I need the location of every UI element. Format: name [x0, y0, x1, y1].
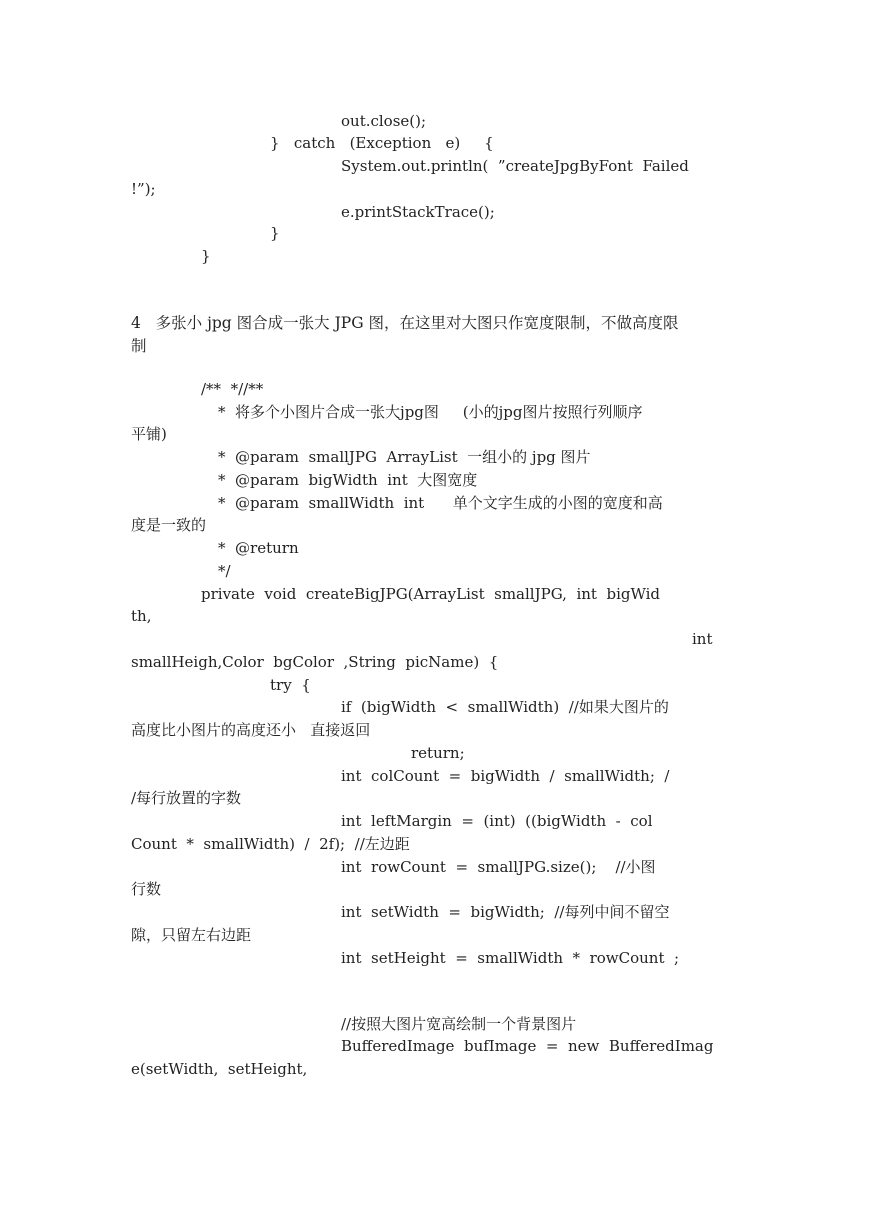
code-line: }	[270, 224, 280, 242]
code-comment-line: */	[218, 562, 231, 580]
code-line: }	[201, 247, 211, 265]
code-comment-line: 平铺)	[131, 425, 167, 443]
code-line: e(setWidth, setHeight,	[131, 1060, 308, 1078]
code-line: int leftMargin = (int) ((bigWidth - col	[341, 812, 653, 830]
code-line: int colCount = bigWidth / smallWidth; /	[341, 767, 670, 785]
code-line: int	[692, 630, 713, 648]
code-comment-line: * @param smallWidth int 单个文字生成的小图的宽度和高	[218, 494, 663, 512]
code-line: !”);	[131, 180, 156, 198]
code-line: private void createBigJPG(ArrayList smallJPG, int bigWid	[201, 585, 661, 603]
code-line: /每行放置的字数	[131, 789, 242, 807]
code-line: e.printStackTrace();	[341, 203, 495, 221]
code-comment-line: 度是一致的	[131, 516, 207, 534]
code-line: if (bigWidth < smallWidth) //如果大图片的	[341, 698, 669, 716]
code-comment-line: * @param bigWidth int 大图宽度	[218, 471, 478, 489]
code-line: return;	[411, 744, 465, 762]
code-line: int setWidth = bigWidth; //每列中间不留空	[341, 903, 670, 921]
code-line: 隙，只留左右边距	[131, 926, 252, 944]
code-line: //按照大图片宽高绘制一个背景图片	[341, 1015, 577, 1033]
section-heading: 4 多张小 jpg 图合成一张大 JPG 图，在这里对大图只作宽度限制，不做高度限	[131, 314, 679, 332]
code-line: smallHeigh,Color bgColor ,String picName) {	[131, 653, 499, 671]
code-comment-line: * 将多个小图片合成一张大jpg图 (小的jpg图片按照行列顺序	[218, 403, 643, 421]
code-line: 行数	[131, 880, 162, 898]
code-comment-line: * @return	[218, 539, 299, 557]
code-line: int setHeight = smallWidth * rowCount ;	[341, 949, 680, 967]
code-line: System.out.println( ”createJpgByFont Failed	[341, 157, 689, 175]
code-line: } catch (Exception e) {	[270, 134, 494, 152]
code-line: BufferedImage bufImage = new BufferedImag	[341, 1037, 714, 1055]
code-line: th,	[131, 607, 152, 625]
code-line: out.close();	[341, 112, 427, 130]
code-comment-line: /** *//**	[201, 380, 264, 398]
code-comment-line: * @param smallJPG ArrayList 一组小的 jpg 图片	[218, 448, 591, 466]
code-line: try {	[270, 676, 311, 694]
code-line: int rowCount = smallJPG.size(); //小图	[341, 858, 656, 876]
code-line: 高度比小图片的高度还小 直接返回	[131, 721, 371, 739]
code-line: Count * smallWidth) / 2f); //左边距	[131, 835, 410, 853]
section-heading-continued: 制	[131, 337, 147, 355]
